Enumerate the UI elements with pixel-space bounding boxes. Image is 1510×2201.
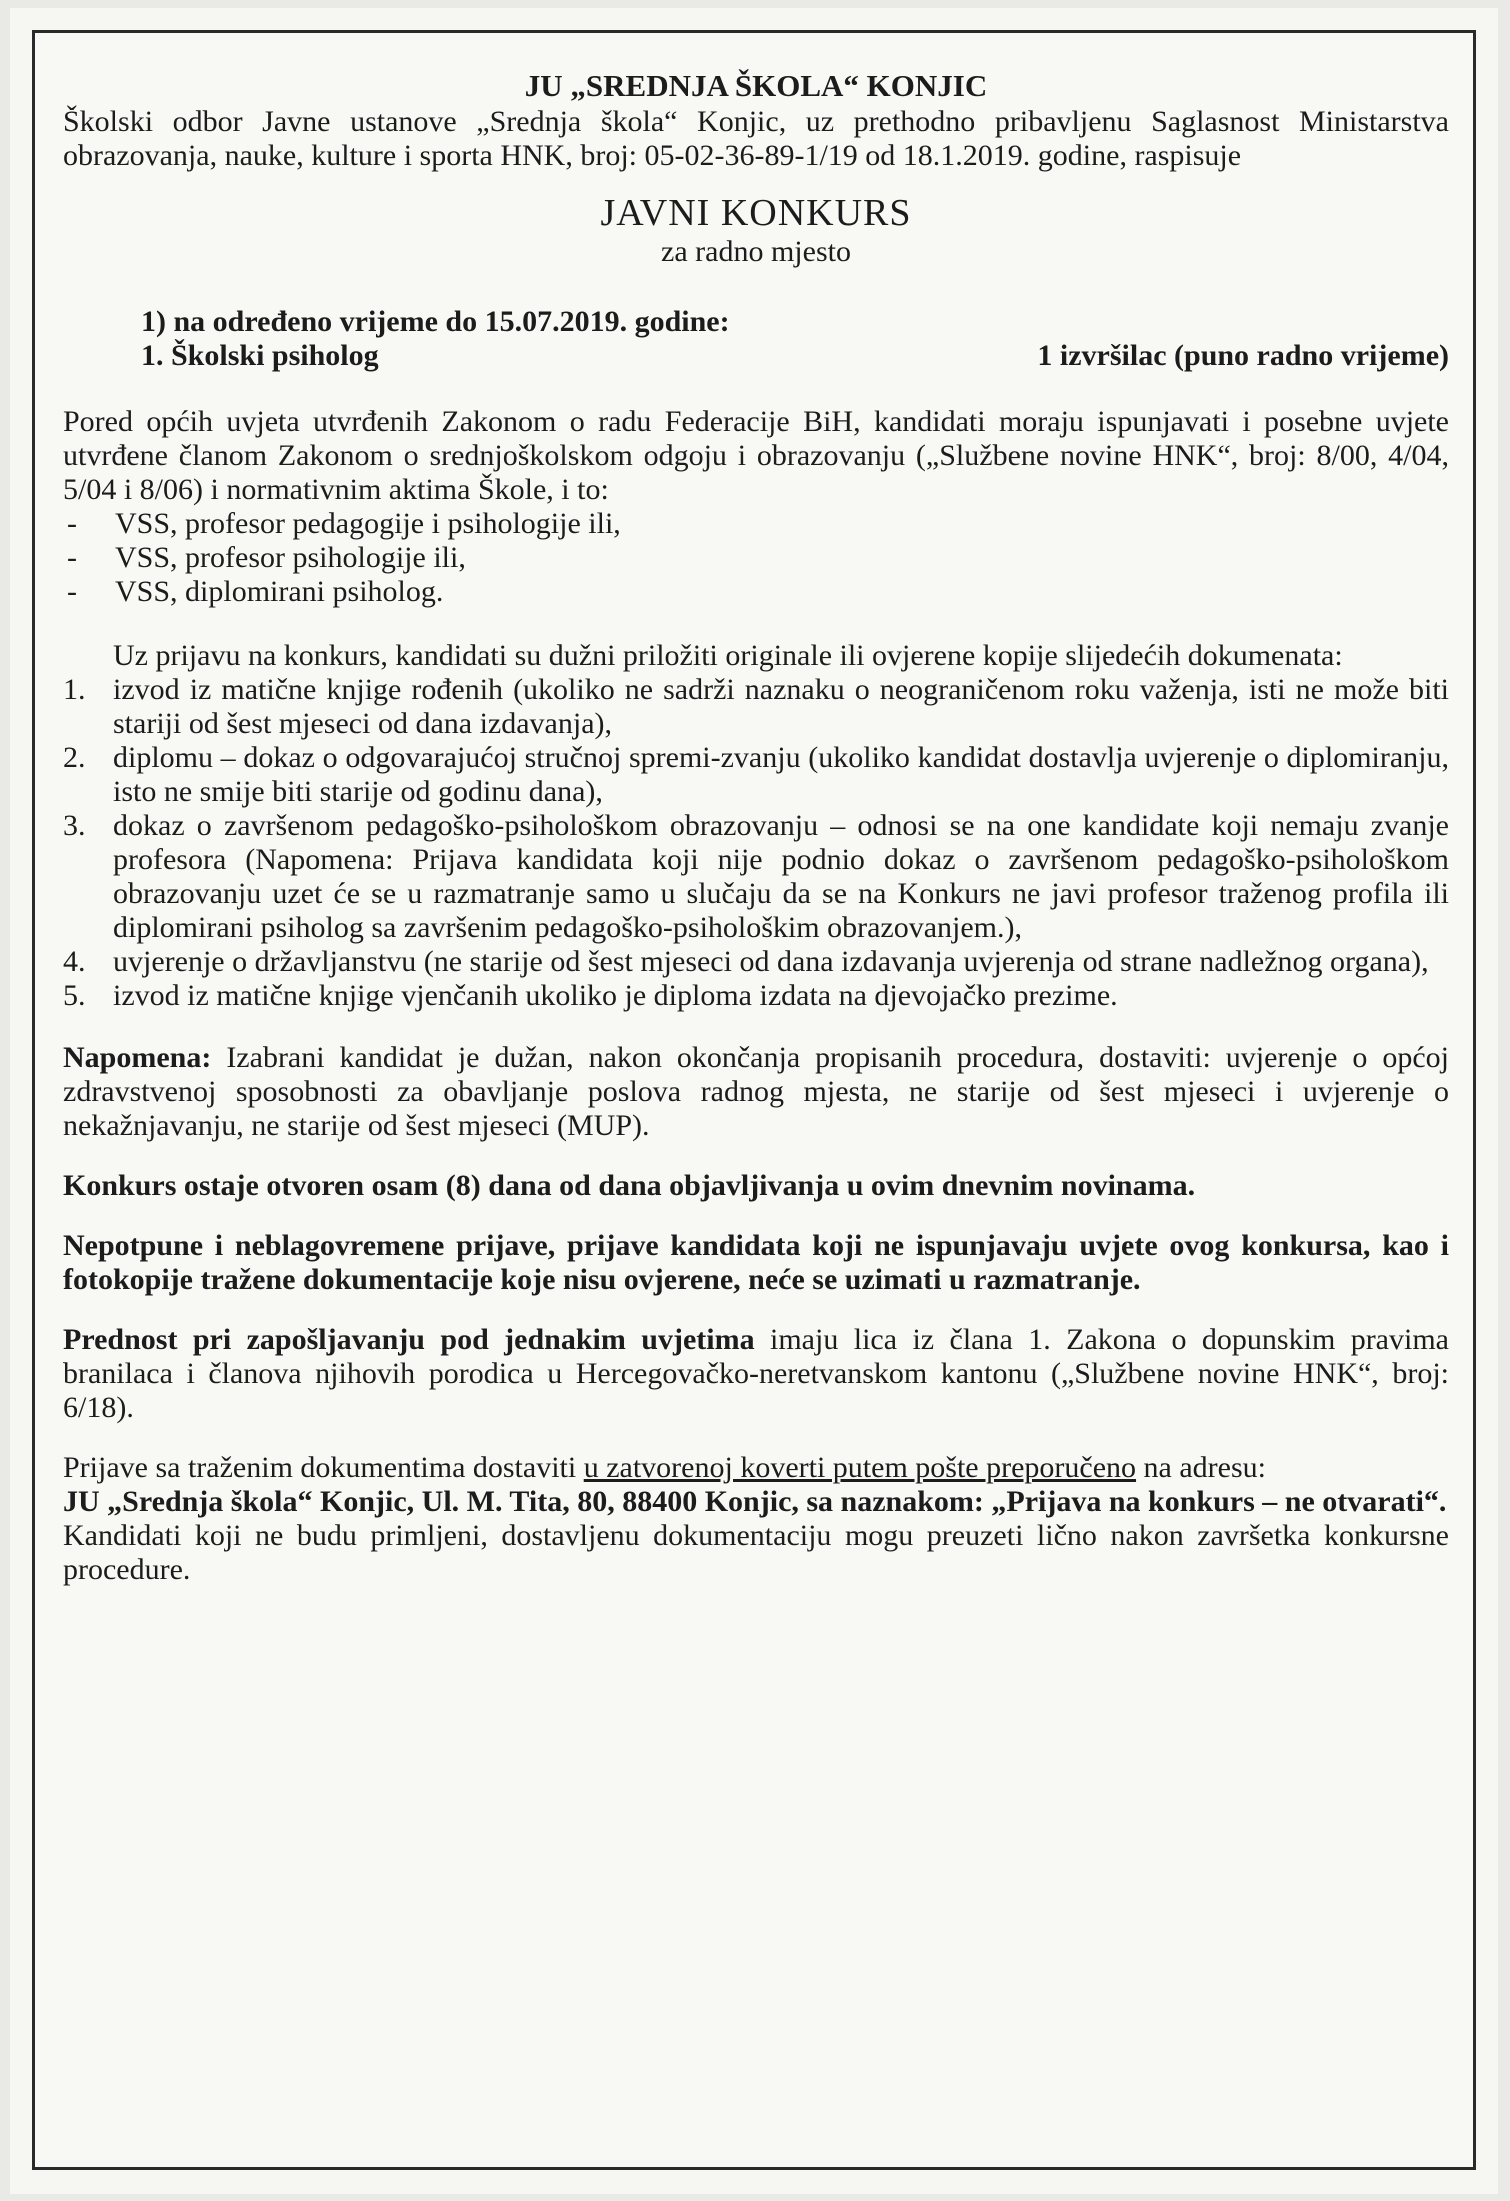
address-paragraph: JU „Srednja škola“ Konjic, Ul. M. Tita, 80, 88400 Konjic, sa naznakom: „Prijava na konkurs – ne otvarati“. (63, 1485, 1447, 1518)
item-number: 1. (63, 673, 86, 706)
item-text: uvjerenje o državljanstvu (ne starije od šest mjeseci od dana izdavanja uvjerenja od strane nadležnog organa), (113, 945, 1429, 978)
documents-intro: Uz prijavu na konkurs, kandidati su dužni priložiti originale ili ovjerene kopije slijedećih dokumenata: (113, 639, 1343, 672)
submission-text: Prijave sa traženim dokumentima dostaviti (63, 1451, 584, 1484)
main-title: JAVNI KONKURS (600, 192, 912, 234)
item-number: 2. (63, 741, 86, 774)
position-period: 1) na određeno vrijeme do 15.07.2019. godine: (141, 305, 730, 338)
priority-label: Prednost pri zapošljavanju pod jednakim uvjetima (63, 1323, 755, 1356)
item-text: izvod iz matične knjige rođenih (ukoliko ne sadrži naznaku o neograničenom roku važenja, isti ne može biti stariji od šest mjeseci od dana izdavanja), (113, 673, 1449, 740)
notice-content (63, 69, 1449, 1587)
submission-text-after: na adresu: (1136, 1451, 1266, 1484)
priority-paragraph (63, 1323, 1449, 1425)
item-number: 5. (63, 979, 86, 1012)
item-number: 3. (63, 809, 86, 842)
submission-paragraph (63, 1451, 1449, 1485)
item-text: diplomu – dokaz o odgovarajućoj stručnoj spremi-zvanju (ukoliko kandidat dostavlja uvjerenje o diplomiranju, isto ne smije biti starije od godinu dana), (113, 741, 1449, 808)
open-period-paragraph: Konkurs ostaje otvoren osam (8) dana od dana objavljivanja u ovim dnevnim novinama. (63, 1169, 1196, 1202)
list-item (63, 741, 1449, 809)
list-item (63, 809, 1449, 945)
list-item: - VSS, profesor psihologije ili, (63, 541, 1449, 575)
conditions-paragraph: Pored općih uvjeta utvrđenih Zakonom o radu Federacije BiH, kandidati moraju ispunjavati i posebne uvjete utvrđene članom Zakonom o srednjoškolskom odgoju i obrazovanju („Službene novine HNK“, broj: 8/00, 4/04, 5/04 i 8/06) i normativnim aktima Škole, i to: (63, 405, 1449, 506)
item-number: 4. (63, 945, 86, 978)
incomplete-paragraph: Nepotpune i neblagovremene prijave, prijave kandidata koji ne ispunjavaju uvjete ovog konkursa, kao i fotokopije tražene dokumentacije koje nisu ovjerene, neće se uzimati u razmatranje. (63, 1229, 1449, 1296)
position-name: 1. Školski psiholog (141, 339, 379, 372)
note-label: Napomena: (63, 1041, 212, 1074)
list-item: - VSS, profesor pedagogije i psihologije ili, (63, 507, 1449, 541)
list-item (63, 979, 1449, 1013)
notice-frame (32, 30, 1476, 2170)
intro-paragraph: Školski odbor Javne ustanove „Srednja škola“ Konjic, uz prethodno pribavljenu Saglasnost Ministarstva obrazovanja, nauke, kulture i sporta HNK, broj: 05-02-36-89-1/19 od 18.1.2019. godine, raspisuje (63, 105, 1449, 172)
item-text: izvod iz matične knjige vjenčanih ukoliko je diploma izdata na djevojačko prezime. (113, 979, 1118, 1012)
position-row (141, 339, 1449, 373)
list-item (63, 673, 1449, 741)
documents-list (63, 673, 1449, 1013)
list-item: - VSS, diplomirani psiholog. (63, 575, 1449, 609)
conditions-list (63, 507, 1449, 609)
document-page (10, 8, 1498, 2194)
school-title: JU „SREDNJA ŠKOLA“ KONJIC (524, 68, 988, 103)
note-text: Izabrani kandidat je dužan, nakon okončanja propisanih procedura, dostaviti: uvjerenje o općoj zdravstvenoj sposobnosti za obavljanje poslova radnog mjesta, ne starije od šest mjeseci i uvjerenje o nekažnjavanju, ne starije od šest mjeseci (MUP). (63, 1041, 1449, 1142)
closing-paragraph: Kandidati koji ne budu primljeni, dostavljenu dokumentaciju mogu preuzeti lično nakon završetka konkursne procedure. (63, 1519, 1449, 1586)
priority-text: imaju lica iz člana 1. Zakona o dopunskim pravima branilaca i članova njihovih porodica u Hercegovačko-neretvanskom kantonu („Službene novine HNK“, broj: 6/18). (63, 1323, 1449, 1424)
list-item (63, 945, 1449, 979)
position-count: 1 izvršilac (puno radno vrijeme) (1037, 339, 1449, 372)
subtitle: za radno mjesto (661, 235, 851, 268)
item-text: dokaz o završenom pedagoško-psihološkom obrazovanju – odnosi se na one kandidate koji nemaju zvanje profesora (Napomena: Prijava kandidata koji nije podnio dokaz o završenom pedagoško-psihološkom obrazovanju uzet će se u razmatranje samo u slučaju da se na Konkurs ne javi profesor traženog profila ili diplomirani psiholog sa završenim pedagoško-psihološkim obrazovanjem.), (113, 809, 1449, 944)
submission-underlined: u zatvorenoj koverti putem pošte preporučeno (583, 1451, 1137, 1484)
note-paragraph (63, 1041, 1449, 1143)
